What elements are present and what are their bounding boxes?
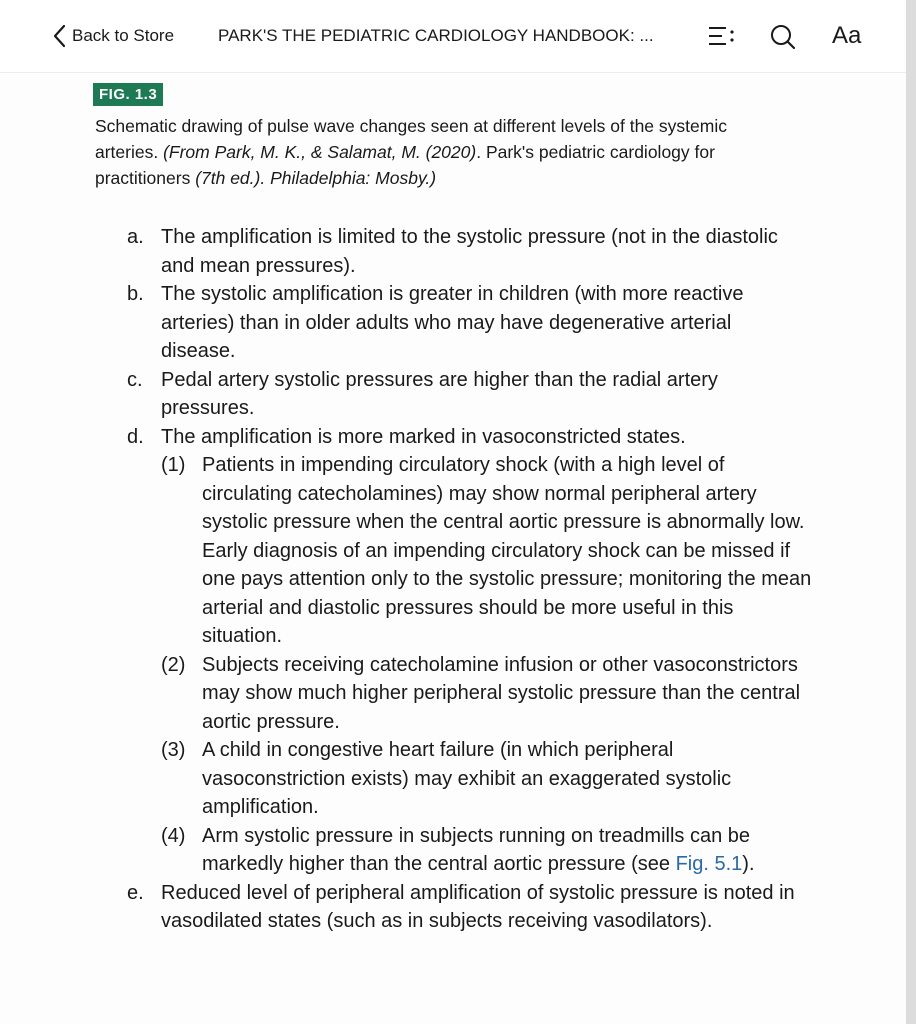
chevron-left-icon	[52, 24, 66, 48]
amplification-list	[0, 223, 906, 936]
table-of-contents-button[interactable]	[706, 24, 736, 50]
table-of-contents-icon	[706, 24, 736, 50]
back-to-store-button[interactable]	[52, 22, 174, 50]
sub-list-item	[0, 651, 906, 737]
search-icon	[768, 22, 798, 52]
caption-source-c: (7th ed.). Philadelphia: Mosby.)	[195, 168, 437, 188]
sub-list-marker: (3)	[161, 739, 186, 761]
sub-list-marker: (2)	[161, 653, 186, 676]
search-button[interactable]	[768, 22, 798, 52]
back-to-store-label: Back to Store	[72, 26, 175, 45]
sub-list-text-before: Arm systolic pressure in subjects running on treadmills can be markedly higher than the central aortic pressure (see	[202, 824, 751, 875]
list-item-text: The amplification is more marked in vasoconstricted states.	[161, 425, 686, 448]
list-item-text: The amplification is limited to the systolic pressure (not in the diastolic and mean pressures).	[161, 226, 778, 277]
sub-list-item	[0, 451, 906, 651]
sub-list-item-text: A child in congestive heart failure (in which peripheral vasoconstriction exists) may exhibit an exaggerated systolic amplification.	[202, 739, 732, 818]
list-item-text: Reduced level of peripheral amplification of systolic pressure is noted in vasodilated states (such as in subjects receiving vasodilators).	[161, 881, 795, 932]
list-marker: d.	[127, 425, 144, 448]
sub-list-item	[0, 736, 906, 822]
caption-source-b: . Park's pediatric cardiology for practitioners	[95, 142, 715, 188]
list-item	[0, 423, 906, 452]
list-item	[0, 879, 906, 936]
window-edge	[906, 0, 916, 1024]
figure-caption	[95, 113, 795, 191]
sub-list-item	[0, 822, 906, 879]
caption-text: Schematic drawing of pulse wave changes seen at different levels of the systemic arteries.	[95, 116, 727, 162]
list-item	[0, 280, 906, 366]
sub-list-marker: (4)	[161, 824, 186, 847]
list-marker: b.	[127, 283, 144, 305]
sub-list-marker: (1)	[161, 454, 186, 476]
list-marker: a.	[127, 226, 144, 248]
sub-list-item-text	[202, 822, 817, 879]
figure-5-1-link[interactable]: Fig. 5.1	[675, 853, 743, 875]
sub-list-text-after: ).	[742, 853, 755, 875]
list-item	[0, 223, 906, 280]
figure-badge: FIG. 1.3	[93, 83, 163, 106]
sub-list-item-text: Patients in impending circulatory shock (with a high level of circulating catecholamines) may show normal peripheral artery systolic pressure when the central aortic pressure is abnormally low. Early diagnosis of an impending circulatory shock can be missed if one pays attention only to the systolic pressure; monitoring the mean arterial and diastolic pressures should be more useful in this situation.	[202, 454, 812, 647]
reader-toolbar	[0, 0, 906, 73]
caption-source-a: (From Park, M. K., & Salamat, M. (2020)	[163, 142, 477, 162]
list-item-text: The systolic amplification is greater in children (with more reactive arteries) than in older adults who may have degenerative arterial disease.	[161, 283, 744, 362]
font-settings-button[interactable]: Aa	[832, 22, 862, 49]
sub-list-item-text: Subjects receiving catecholamine infusion or other vasoconstrictors may show much higher peripheral systolic pressure than the central aortic pressure.	[202, 653, 801, 733]
list-item	[0, 366, 906, 423]
book-title: PARK'S THE PEDIATRIC CARDIOLOGY HANDBOOK: ...	[218, 26, 654, 45]
list-marker: c.	[127, 368, 143, 391]
book-page	[0, 73, 906, 1024]
list-marker: e.	[127, 881, 144, 904]
list-item-text: Pedal artery systolic pressures are higher than the radial artery pressures.	[161, 368, 718, 419]
